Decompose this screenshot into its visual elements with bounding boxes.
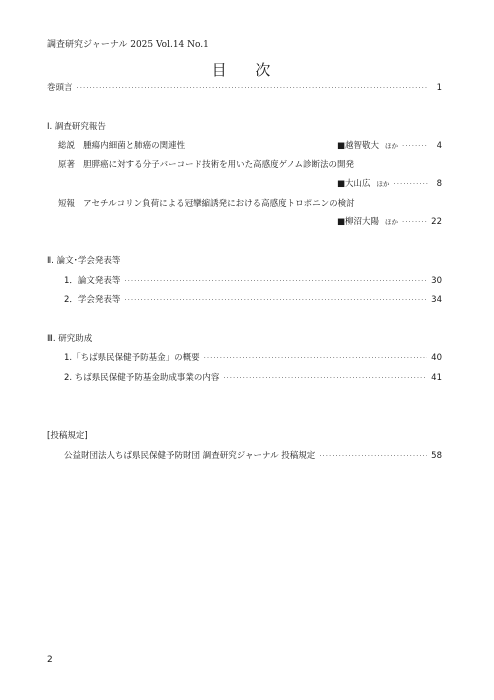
page-ref: 22 xyxy=(431,217,442,227)
leader-dots xyxy=(319,452,427,460)
toc-entry-original-ref xyxy=(337,177,442,189)
page-ref: 30 xyxy=(431,276,442,286)
leader-dots xyxy=(402,218,427,226)
author-etal: ほか xyxy=(385,218,399,226)
toc-entry-original[interactable] xyxy=(58,158,354,170)
article-author: ■越智敬大 xyxy=(337,141,380,151)
leader-dots xyxy=(124,296,427,304)
page-ref: 1 xyxy=(436,83,442,93)
toc-entry-fund-projects[interactable] xyxy=(64,371,442,383)
toc-entry-review[interactable] xyxy=(58,139,185,151)
section-heading-research: Ⅰ. 調査研究報告 xyxy=(47,122,106,132)
page-ref: 58 xyxy=(431,451,442,461)
journal-header: 調査研究ジャーナル 2025 Vol.14 No.1 xyxy=(47,40,209,50)
entry-label: 2．学会発表等 xyxy=(64,295,121,305)
leader-dots xyxy=(124,277,427,285)
article-author: ■大山広 xyxy=(337,179,371,189)
page-ref: 4 xyxy=(436,141,442,151)
article-title: 腫瘍内細菌と肺癌の関連性 xyxy=(83,141,186,151)
article-title: 胆膵癌に対する分子バーコード技術を用いた高感度ゲノム診断法の開発 xyxy=(83,160,354,170)
article-title: アセチルコリン負荷による冠攣縮誘発における高感度トロポニンの検討 xyxy=(83,199,355,209)
page-ref: 34 xyxy=(431,295,442,305)
page-ref: 8 xyxy=(436,179,442,189)
toc-entry-short-report[interactable] xyxy=(58,197,355,209)
toc-entry-short-report-ref xyxy=(337,215,442,227)
entry-label: 公益財団法人ちば県民保健予防財団 調査研究ジャーナル 投稿規定 xyxy=(64,451,316,461)
toc-entry-conferences[interactable] xyxy=(64,293,442,305)
page-number: 2 xyxy=(47,655,53,665)
author-etal: ほか xyxy=(385,142,399,150)
toc-entry-foreword[interactable] xyxy=(47,81,442,93)
article-type: 短報 xyxy=(58,199,76,209)
section-heading-publications: Ⅱ. 論文･学会発表等 xyxy=(47,256,121,266)
toc-entry-submission-rules[interactable] xyxy=(64,449,442,461)
foreword-label: 巻頭言 xyxy=(47,83,73,93)
entry-label: 2. ちば県民保健予防基金助成事業の内容 xyxy=(64,373,220,383)
page-ref: 41 xyxy=(431,373,442,383)
toc-entry-review-ref xyxy=(337,139,442,151)
leader-dots xyxy=(402,142,428,150)
leader-dots xyxy=(77,84,428,92)
section-heading-submission-rules: [投稿規定] xyxy=(47,431,88,441)
entry-label: 1.「ちば県民保健予防基金」の概要 xyxy=(64,353,200,363)
toc-entry-fund-overview[interactable] xyxy=(64,351,442,363)
leader-dots xyxy=(223,374,427,382)
toc-entry-papers[interactable] xyxy=(64,274,442,286)
author-etal: ほか xyxy=(376,180,390,188)
page-ref: 40 xyxy=(431,353,442,363)
toc-title: 目 次 xyxy=(211,61,283,79)
article-type: 原著 xyxy=(58,160,76,170)
leader-dots xyxy=(394,180,428,188)
article-author: ■柳沼大陽 xyxy=(337,217,380,227)
entry-label: 1．論文発表等 xyxy=(64,276,121,286)
section-heading-grants: Ⅲ. 研究助成 xyxy=(47,334,93,344)
leader-dots xyxy=(204,354,428,362)
article-type: 総説 xyxy=(58,141,76,151)
